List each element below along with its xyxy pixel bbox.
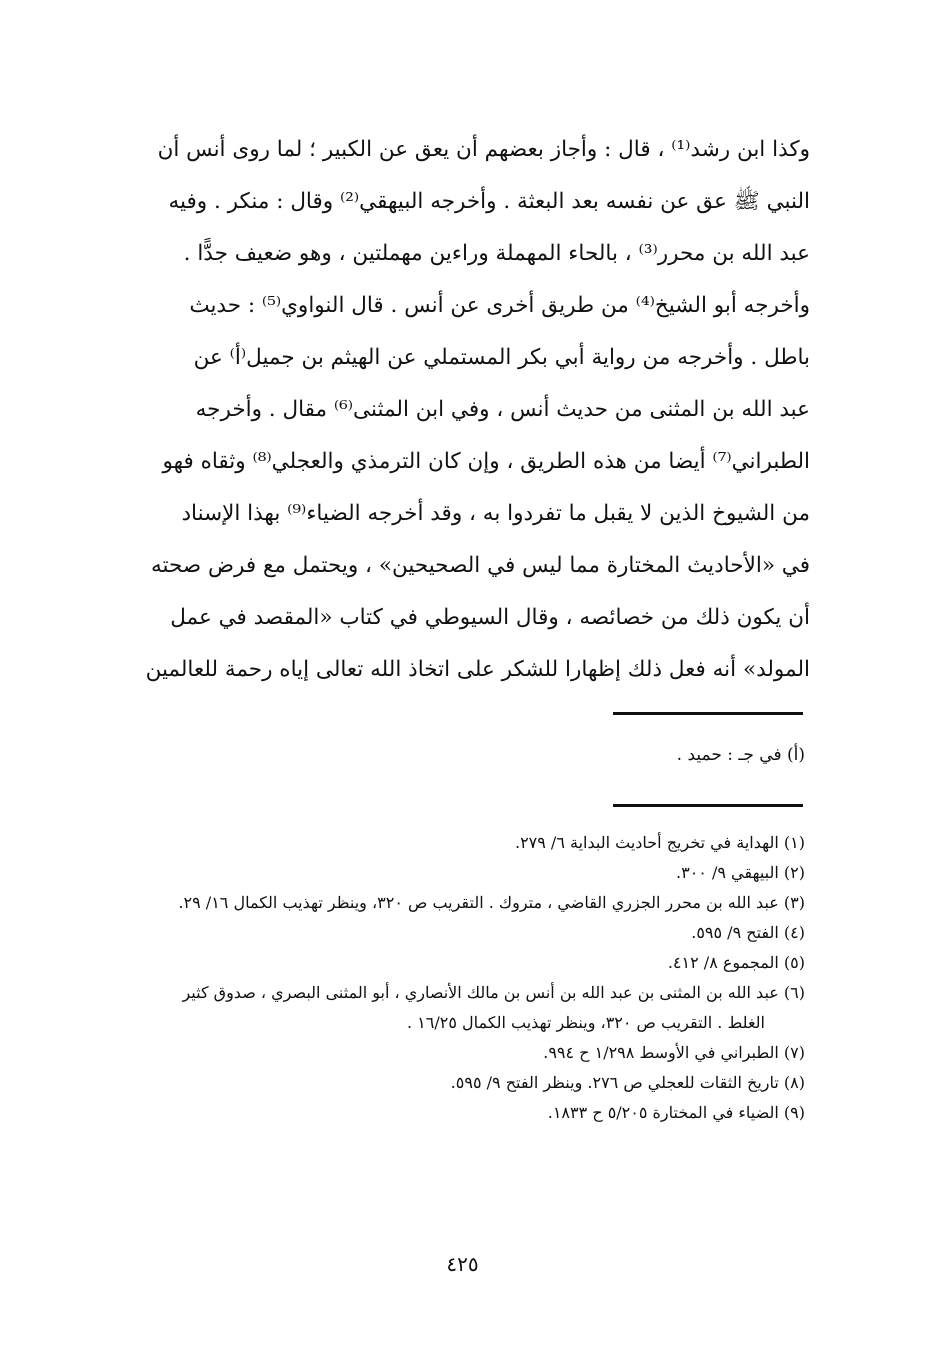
footnote-8: (٨) تاريخ الثقات للعجلي ص ٢٧٦. وينظر الفتح ٩/ ٥٩٥. <box>450 1073 805 1092</box>
main-text-line: المولد» أنه فعل ذلك إظهارا للشكر على اتخاذ الله تعالى إياه رحمة للعالمين <box>145 657 810 682</box>
footnote-9: (٩) الضياء في المختارة ٥/٢٠٥ ح ١٨٣٣. <box>547 1103 805 1122</box>
footnote-2: (٢) البيهقي ٩/ ٣٠٠. <box>676 863 805 882</box>
variant-note: (أ) في جـ : حميد . <box>676 745 805 765</box>
main-text-line: وكذا ابن رشد⁽¹⁾ ، قال : وأجاز بعضهم أن يعق عن الكبير ؛ لما روى أنس أن <box>157 137 810 162</box>
footnotes-block <box>130 828 805 1128</box>
footnote-7: (٧) الطبراني في الأوسط ١/٢٩٨ ح ٩٩٤. <box>543 1043 805 1062</box>
main-text-line: عبد الله بن محرر⁽³⁾ ، بالحاء المهملة وراءين مهملتين ، وهو ضعيف جدًّا . <box>183 241 810 266</box>
footnote-6-continuation: الغلط . التقريب ص ٣٢٠، وينظر تهذيب الكمال ١٦/٢٥ . <box>406 1013 765 1032</box>
main-text-line: الطبراني⁽⁷⁾ أيضا من هذه الطريق ، وإن كان الترمذي والعجلي⁽⁸⁾ وثقاه فهو <box>162 449 810 474</box>
footnote-separator-bottom <box>613 804 803 807</box>
page-number: ٤٢٥ <box>446 1252 479 1276</box>
footnote-3: (٣) عبد الله بن محرر الجزري القاضي ، متروك . التقريب ص ٣٢٠، وينظر تهذيب الكمال ١٦/ ٢٩. <box>178 893 805 912</box>
main-text-line: وأخرجه أبو الشيخ⁽⁴⁾ من طريق أخرى عن أنس . قال النواوي⁽⁵⁾ : حديث <box>189 293 810 318</box>
footnote-5: (٥) المجموع ٨/ ٤١٢. <box>667 953 805 972</box>
main-text-line: النبي ﷺ عق عن نفسه بعد البعثة . وأخرجه البيهقي⁽²⁾ وقال : منكر . وفيه <box>168 189 810 214</box>
footnote-separator-top <box>613 712 803 715</box>
main-text-line: باطل . وأخرجه من رواية أبي بكر المستملي عن الهيثم بن جميل⁽أ⁾ عن <box>193 345 810 370</box>
footnote-1: (١) الهداية في تخريج أحاديث البداية ٦/ ٢٧٩. <box>514 833 805 852</box>
main-text-line: من الشيوخ الذين لا يقبل ما تفردوا به ، وقد أخرجه الضياء⁽⁹⁾ بهذا الإسناد <box>181 501 810 526</box>
main-text-line: عبد الله بن المثنى من حديث أنس ، وفي ابن المثنى⁽⁶⁾ مقال . وأخرجه <box>195 397 810 422</box>
main-text-block <box>120 124 810 696</box>
main-text-line: أن يكون ذلك من خصائصه ، وقال السيوطي في كتاب «المقصد في عمل <box>170 605 810 630</box>
footnote-4: (٤) الفتح ٩/ ٥٩٥. <box>691 923 805 942</box>
main-text-line: في «الأحاديث المختارة مما ليس في الصحيحين» ، ويحتمل مع فرض صحته <box>151 553 810 578</box>
footnote-6: (٦) عبد الله بن المثنى بن عبد الله بن أنس بن مالك الأنصاري ، أبو المثنى البصري ، صدوق كثير <box>182 983 805 1002</box>
